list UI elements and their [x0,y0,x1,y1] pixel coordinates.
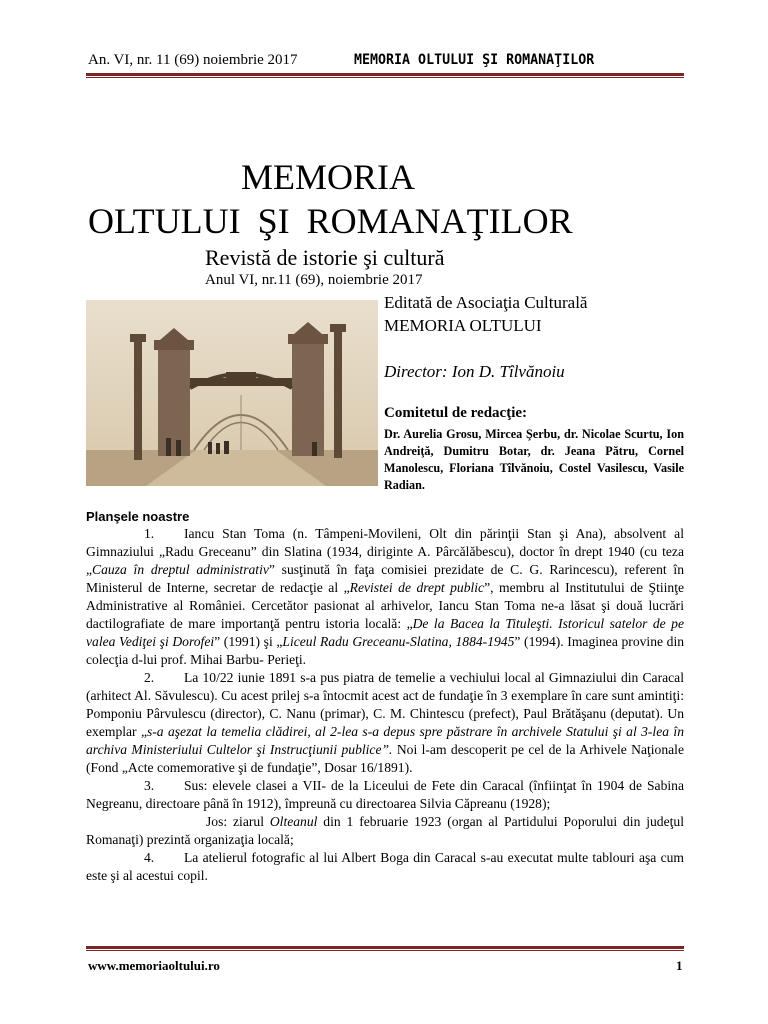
paragraph-number: 1. [144,526,155,541]
text-run-italic: Cauza în dreptul administrativ [92,562,269,577]
masthead-title-line1: MEMORIA [241,157,416,197]
masthead-subtitle: Revistă de istorie şi cultură [205,245,445,270]
header-issue: An. VI, nr. 11 (69) noiembrie 2017 [88,52,298,68]
text-run: La atelierul fotografic al lui Albert Boga din Caracal s-au executat multe tablouri aşa cum este şi al acestui copil. [86,850,684,883]
section-heading: Planşele noastre [86,509,190,524]
text-run-italic: Olteanul [269,814,318,829]
paragraph-3 [86,777,684,813]
page-number: 1 [676,958,683,973]
text-run-italic: Revistei de drept public [349,580,485,595]
text-run: Iancu Stan Toma (n. Tâmpeni-Movileni, Olt din părinţii Stan şi Ana), absolvent al Gimnaziului „Radu Greceanu” din Slatina (1934, diriginte A. Pârcălăbescu), doctor în drept 1940 (cu teza „ [86,526,684,577]
header-journal-name: MEMORIA OLTULUI ŞI ROMANAŢILOR [354,52,595,68]
footer-website: www.memoriaoltului.ro [88,958,220,973]
masthead-title-line2: OLTULUI ŞI ROMANAŢILOR [88,201,573,241]
paragraph-4 [86,849,684,885]
text-run: Jos: ziarul [206,814,270,829]
committee-members: Dr. Aurelia Grosu, Mircea Şerbu, dr. Nicolae Scurtu, Ion Andreiţă, Dumitru Botar, dr. Jeana Pătru, Cornel Manolescu, Floriana Tîlvănoiu, Costel Vasilescu, Vasile Radian. [384,427,684,492]
text-run: Sus: elevele clasei a VII- de la Liceului de Fete din Caracal (înfiinţat în 1904 de Sabina Negreanu, directoare până în 1912), împreună cu directoarea Silvia Căpreanu (1928); [86,778,684,811]
text-run-italic: s-a aşezat la temelia clădirei, al 2-lea s-a depus spre păstrare în archivele Statului şi al 3-lea în archiva Ministeriului Cultelor şi Instrucţiunii publice”. [86,724,684,757]
publisher-line1: Editată de Asociaţia Culturală [384,293,588,312]
body-text [86,525,684,885]
text-run: ” (1994). Imaginea provine din colecţia d-lui prof. Mihai Barbu- Perieţi. [86,634,685,667]
paragraph-3b [86,813,684,849]
text-run-italic: Liceul Radu Greceanu-Slatina, 1884-1945 [282,634,515,649]
header-rule-thin [86,77,684,78]
header-rule [86,73,684,76]
bridge-photo [86,300,378,486]
text-run: ” (1991) şi „ [214,634,283,649]
paragraph-number: 4. [144,850,155,865]
footer-rule [86,946,684,949]
text-run: din 1 februarie 1923 (organ al Partidului Poporului din judeţul Romanaţi) prezintă organizaţia locală; [86,814,684,847]
text-run: La 10/22 iunie 1891 s-a pus piatra de temelie a vechiului local al Gimnaziului din Caracal (arhitect Al. Săvulescu). Cu acest prilej s-a întocmit acest act de fundaţie în 3 exemplare în care sunt amintiţi: Pomponiu Pârvulescu (director), C. Nanu (primar), C. M. Chintescu (prefect), Paul Brătăşanu (deputat). Un exemplar „ [86,670,684,739]
text-run: Noi l-am descoperit pe cel de la Arhivele Naţionale (Fond „Acte comemorative şi de fundaţie”, Dosar 16/1891). [86,742,684,775]
paragraph-2 [86,669,684,777]
text-run: ”, membru al Institutului de Ştiinţe Administrative al României. Cercetător pasionat al arhivelor, Iancu Stan Toma ne-a lăsat şi două lucrări dactilografiate de mare importanţă pentru istoria locală: „ [86,580,685,631]
text-run-italic: De la Bacea la Tituleşti. Istoricul satelor de pe valea Vediţei şi Dorofei [86,616,684,649]
publisher-line2: MEMORIA OLTULUI [384,316,542,335]
paragraph-1 [86,525,684,669]
paragraph-number: 2. [144,670,155,685]
paragraph-number: 3. [144,778,155,793]
committee-heading: Comitetul de redacţie: [384,405,528,421]
masthead-issue-line: Anul VI, nr.11 (69), noiembrie 2017 [205,272,423,288]
footer-rule-thin [86,950,684,951]
text-run: ” susţinută în faţa comisiei prezidate de C. G. Rarincescu), referent în Ministerul de Interne, secretar de redacţie al „ [86,562,684,595]
director-line: Director: Ion D. Tîlvănoiu [384,362,565,381]
